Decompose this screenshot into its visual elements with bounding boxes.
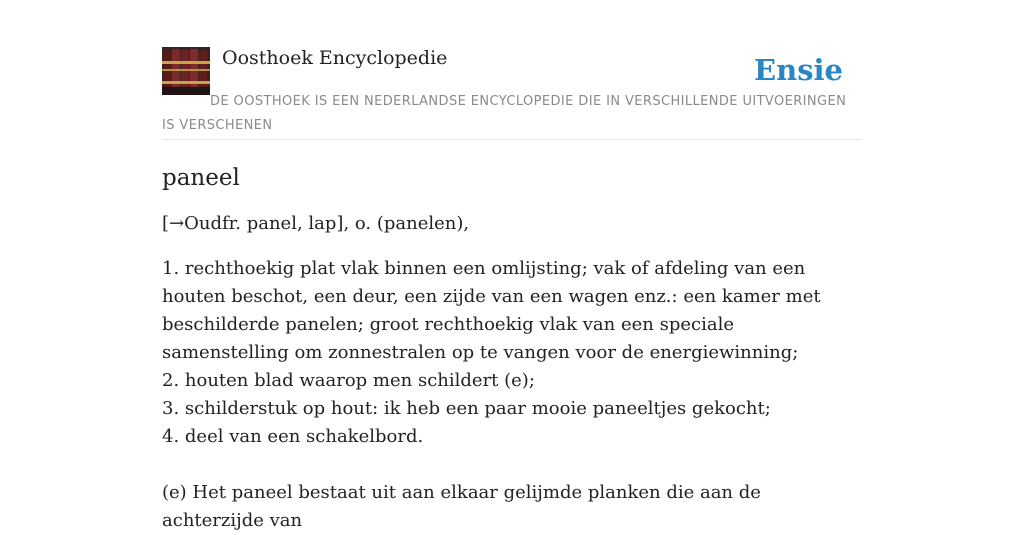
entry-definitions	[162, 255, 862, 451]
book-spines-icon	[162, 47, 210, 95]
brand-logo[interactable]: Ensie	[754, 53, 843, 87]
entry-etymology: [→Oudfr. panel, lap], o. (panelen),	[162, 213, 470, 234]
definition-item: 3. schilderstuk op hout: ik heb een paar mooie paneeltjes gekocht;	[162, 398, 771, 419]
site-tagline: DE OOSTHOEK IS EEN NEDERLANDSE ENCYCLOPEDIE DIE IN VERSCHILLENDE UITVOERINGEN IS VERSCHENEN	[162, 94, 847, 133]
site-title[interactable]: Oosthoek Encyclopedie	[222, 47, 448, 69]
definition-item: 1. rechthoekig plat vlak binnen een omlijsting; vak of afdeling van een houten beschot, een deur, een zijde van een wagen enz.: een kamer met beschilderde panelen; groot rechthoekig vlak van een speciale samenstelling om zonnestralen op te vangen voor de energiewinning;	[162, 258, 821, 363]
entry-title: paneel	[162, 165, 240, 191]
entry-content	[162, 160, 862, 535]
entry-note: (e) Het paneel bestaat uit aan elkaar gelijmde planken die aan de achterzijde van	[162, 482, 761, 531]
definition-item: 4. deel van een schakelbord.	[162, 426, 424, 447]
site-avatar[interactable]	[162, 47, 210, 95]
definition-item: 2. houten blad waarop men schildert (e);	[162, 370, 535, 391]
site-header	[162, 46, 862, 140]
